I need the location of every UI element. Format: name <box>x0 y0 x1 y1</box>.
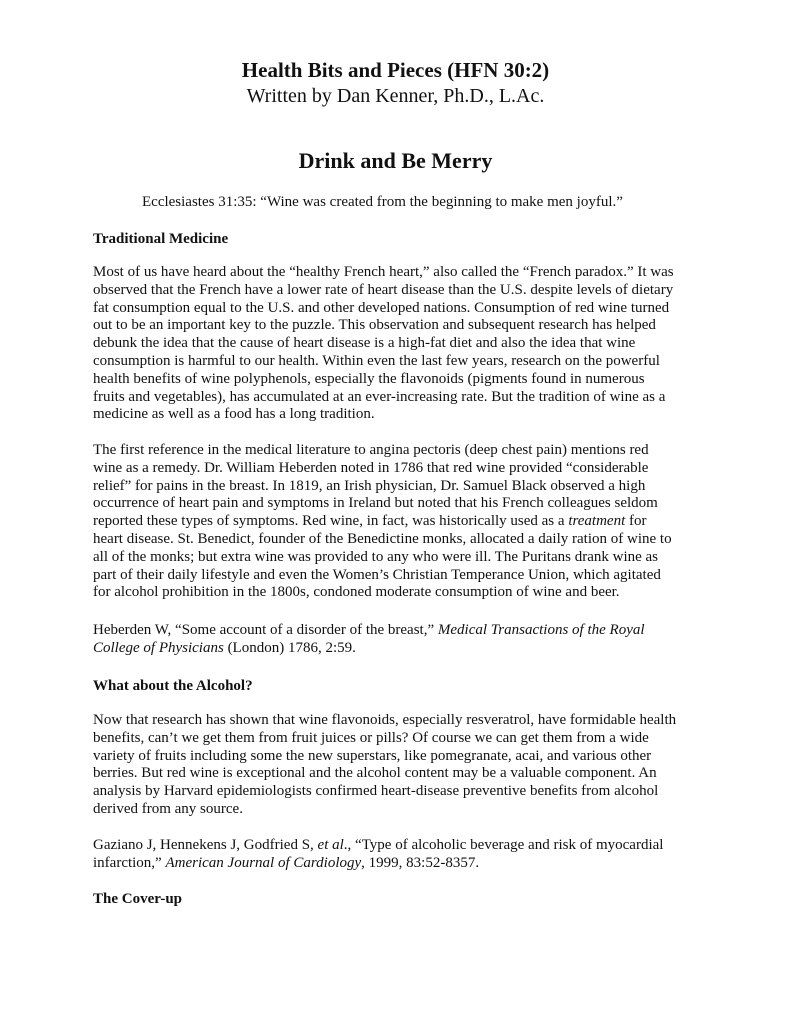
emphasis-treatment: treatment <box>568 513 626 530</box>
article-title: Drink and Be Merry <box>298 148 493 173</box>
text-line: occurrence of heart pain and symptoms in Ireland but noted that his French colleagues seldom <box>93 495 658 512</box>
reference-heberden <box>93 622 705 658</box>
text-run: infarction,” <box>93 854 166 871</box>
text-line <box>93 837 705 855</box>
text-line: Now that research has shown that wine flavonoids, especially resveratrol, have formidable health <box>93 712 677 728</box>
emphasis-et-al: et al <box>317 837 344 853</box>
text-line: medicine as well as a food has a long tradition. <box>93 406 375 423</box>
text-line: fruits and vegetables), has accumulated at an ever-increasing rate. But the tradition of wine as a <box>93 388 666 405</box>
text-run: , 1999, 83:52-8357. <box>361 854 480 871</box>
text-line: out to be an important key to the puzzle. This observation and subsequent research has helped <box>93 317 656 334</box>
text-line: berries. But red wine is exceptional and the alcohol content may be a valuable component. An <box>93 765 657 782</box>
paragraph-angina-history <box>93 442 705 602</box>
journal-title: Medical Transactions of the Royal <box>437 622 645 638</box>
text-run: (London) 1786, 2:59. <box>223 639 356 656</box>
text-run: Gaziano J, Hennekens J, Godfried S, <box>93 837 318 853</box>
section-heading-cover-up: The Cover-up <box>93 891 183 907</box>
reference-gaziano <box>93 837 705 873</box>
text-line: observed that the French have a lower rate of heart disease than the U.S. despite levels of dietary <box>93 281 674 298</box>
paragraph-alcohol <box>93 712 705 819</box>
text-line <box>93 855 705 873</box>
section-heading-traditional-medicine: Traditional Medicine <box>93 231 229 247</box>
text-run: ., “Type of alcoholic beverage and risk of myocardial <box>343 837 664 853</box>
text-line: Most of us have heard about the “healthy French heart,” also called the “French paradox.” It was <box>93 264 674 280</box>
text-run: reported these types of symptoms. Red wine, in fact, was historically used as a <box>93 513 569 530</box>
text-line: benefits, can’t we get them from fruit juices or pills? Of course we can get them from a wide <box>93 729 649 746</box>
text-line: fat consumption equal to the U.S. and other developed nations. Consumption of red wine turned <box>93 299 670 316</box>
text-line <box>93 513 705 531</box>
text-line: The first reference in the medical literature to angina pectoris (deep chest pain) mentions red <box>93 442 649 458</box>
text-line: consumption is harmful to our health. Within even the last few years, research on the powerful <box>93 352 660 369</box>
journal-title: American Journal of Cardiology <box>165 854 362 871</box>
text-line: heart disease. St. Benedict, founder of the Benedictine monks, allocated a daily ration of wine to <box>93 530 672 547</box>
text-line: relief” for pains in the breast. In 1819, an Irish physician, Dr. Samuel Black observed a high <box>93 477 646 494</box>
author-byline: Written by Dan Kenner, Ph.D., L.Ac. <box>246 85 545 107</box>
text-run: for <box>625 513 647 530</box>
text-line: part of their daily lifestyle and even the Women’s Christian Temperance Union, which agitated <box>93 566 661 583</box>
text-line: analysis by Harvard epidemiologists confirmed heart-disease preventive benefits from alcohol <box>93 783 659 800</box>
text-line <box>93 622 705 640</box>
text-line: derived from any source. <box>93 800 243 817</box>
text-line: for alcohol prohibition in the 1800s, condoned moderate consumption of wine and beer. <box>93 584 620 601</box>
text-line: all of the monks; but extra wine was provided to any who were ill. The Puritans drank wine as <box>93 548 659 565</box>
text-run: Heberden W, “Some account of a disorder of the breast,” <box>93 622 438 638</box>
text-line: debunk the idea that the cause of heart disease is a high-fat diet and also the idea that wine <box>93 335 636 352</box>
text-line: health benefits of wine polyphenols, especially the flavonoids (pigments found in numerous <box>93 370 645 387</box>
journal-title: College of Physicians <box>93 639 224 656</box>
epigraph-quote: Ecclesiastes 31:35: “Wine was created from the beginning to make men joyful.” <box>142 194 623 210</box>
text-line: wine as a remedy. Dr. William Heberden noted in 1786 that red wine provided “considerable <box>93 459 649 476</box>
paragraph-french-paradox <box>93 264 705 424</box>
text-line: variety of fruits including some the new superstars, like pomegranate, acai, and various other <box>93 747 652 764</box>
page-title: Health Bits and Pieces (HFN 30:2) <box>241 58 550 82</box>
text-line <box>93 640 705 658</box>
section-heading-alcohol: What about the Alcohol? <box>93 678 253 694</box>
